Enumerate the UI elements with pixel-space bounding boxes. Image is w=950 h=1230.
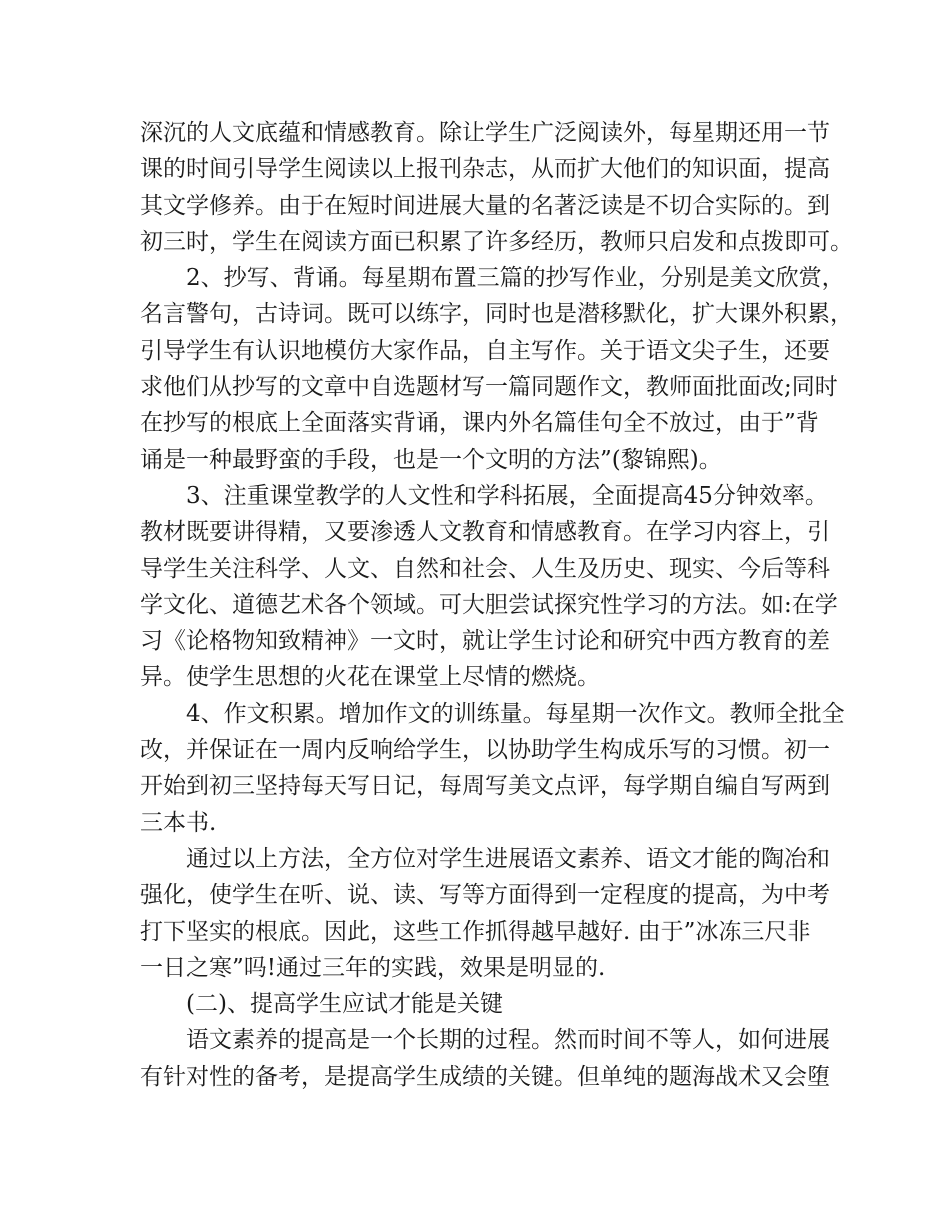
text-line: 教材既要讲得精，又要渗透人文教育和情感教育。在学习内容上，引 (140, 519, 830, 546)
text-line: 在抄写的根底上全面落实背诵，课内外名篇佳句全不放过，由于”背 (140, 410, 819, 437)
text-line: 打下坚实的根底。因此，这些工作抓得越早越好. 由于”冰冻三尺非 (140, 918, 811, 945)
text-line: 导学生关注科学、人文、自然和社会、人生及历史、现实、今后等科 (140, 555, 830, 582)
paragraph-start-line: 通过以上方法，全方位对学生进展语文素养、语文才能的陶冶和 (186, 845, 830, 872)
text-line: 其文学修养。由于在短时间进展大量的名著泛读是不切合实际的。到 (140, 192, 830, 219)
text-line: 异。使学生思想的火花在课堂上尽情的燃烧。 (140, 664, 600, 691)
section-heading: (二)、提高学生应试才能是关键 (186, 991, 503, 1018)
text-line: 深沉的人文底蕴和情感教育。除让学生广泛阅读外，每星期还用一节 (140, 120, 830, 146)
text-line: 一日之寒”吗!通过三年的实践，效果是明显的. (140, 954, 606, 981)
text-line: 名言警句，古诗词。既可以练字，同时也是潜移默化，扩大课外积累， (140, 301, 853, 328)
paragraph-start-line: 2、抄写、背诵。每星期布置三篇的抄写作业，分别是美文欣赏， (186, 265, 845, 292)
text-line: 求他们从抄写的文章中自选题材写一篇同题作文，教师面批面改;同时 (140, 374, 838, 401)
text-line: 习《论格物知致精神》一文时，就让学生讨论和研究中西方教育的差 (140, 628, 830, 655)
text-line: 开始到初三坚持每天写日记，每周写美文点评，每学期自编自写两到 (140, 773, 830, 800)
text-line: 有针对性的备考，是提高学生成绩的关键。但单纯的题海战术又会堕 (140, 1063, 830, 1090)
text-line: 三本书. (140, 809, 217, 836)
paragraph-start-line: 语文素养的提高是一个长期的过程。然而时间不等人，如何进展 (186, 1027, 830, 1054)
paragraph-start-line: 3、注重课堂教学的人文性和学科拓展，全面提高45分钟效率。 (186, 482, 828, 509)
text-line: 诵是一种最野蛮的手段，也是一个文明的方法”(黎锦熙)。 (140, 446, 722, 473)
text-line: 引导学生有认识地模仿大家作品，自主写作。关于语文尖子生，还要 (140, 337, 830, 364)
text-line: 改，并保证在一周内反响给学生，以协助学生构成乐写的习惯。初一 (140, 737, 830, 764)
paragraph-start-line: 4、作文积累。增加作文的训练量。每星期一次作文。教师全批全 (186, 700, 845, 727)
text-line: 强化，使学生在听、说、读、写等方面得到一定程度的提高，为中考 (140, 882, 830, 909)
body-text (140, 115, 853, 1095)
text-line: 初三时，学生在阅读方面已积累了许多经历，教师只启发和点拨即可。 (140, 228, 853, 255)
text-line: 学文化、道德艺术各个领域。可大胆尝试探究性学习的方法。如:在学 (140, 591, 838, 618)
text-line: 课的时间引导学生阅读以上报刊杂志，从而扩大他们的知识面，提高 (140, 156, 830, 183)
